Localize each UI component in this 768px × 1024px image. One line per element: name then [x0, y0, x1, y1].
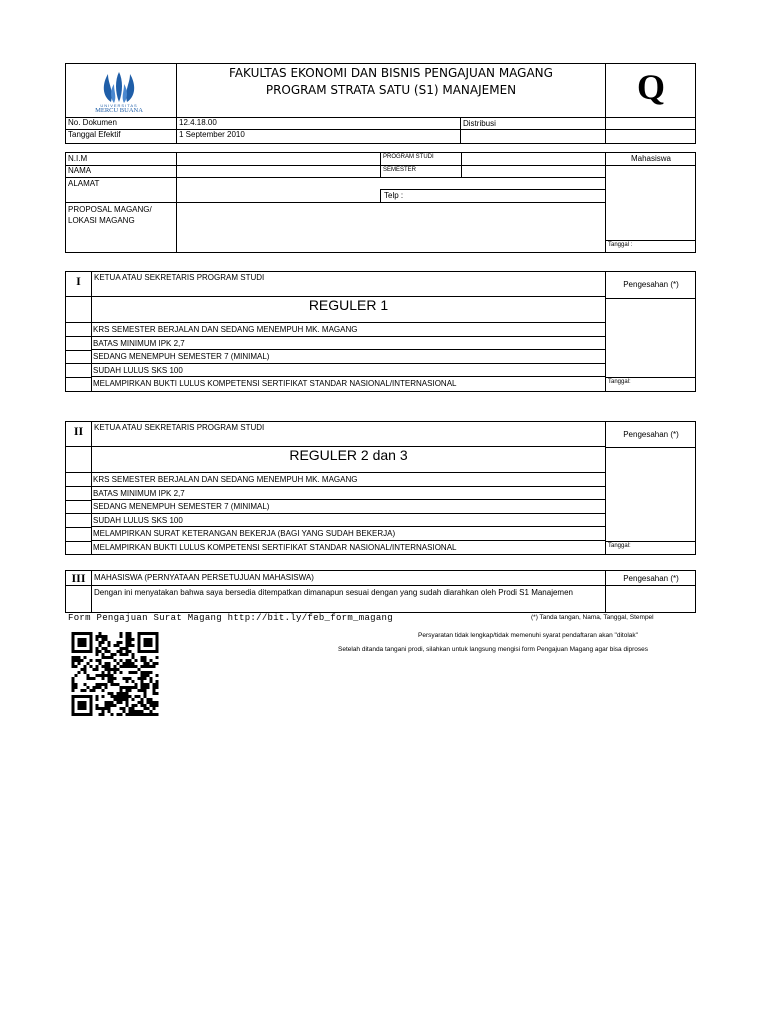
student-divider: [65, 177, 606, 178]
header-title: [177, 65, 605, 99]
section3-roman: III: [71, 571, 86, 585]
tanggal-label: Tanggal :: [608, 242, 633, 248]
note-process: Setelah ditanda tangani prodi, silahkan untuk langsung mengisi form Pengajuan Magang agar bisa diproses: [338, 646, 649, 653]
footnote: (*) Tanda tangan, Nama, Tanggal, Stempel: [531, 614, 654, 621]
section2-divider: [605, 447, 696, 448]
nama-label: NAMA: [68, 166, 92, 175]
section3-heading: MAHASISWA (PERNYATAAN PERSETUJUAN MAHASISWA): [94, 573, 314, 582]
logo-text-top: UNIVERSITAS: [100, 103, 138, 108]
section1-item: SEDANG MENEMPUH SEMESTER 7 (MINIMAL): [91, 350, 605, 364]
section2-item: MELAMPIRKAN SURAT KETERANGAN BEKERJA (BAGI YANG SUDAH BEKERJA): [91, 527, 605, 541]
university-logo: [84, 70, 154, 114]
student-divider: [65, 202, 606, 203]
header-title-line1: FAKULTAS EKONOMI DAN BISNIS PENGAJUAN MAGANG: [229, 66, 553, 80]
section1-divider: [605, 298, 696, 299]
section1-item-line: [65, 336, 91, 337]
qr-code-icon: [71, 632, 159, 716]
section1-item: BATAS MINIMUM IPK 2,7: [91, 337, 605, 351]
section2-item: BATAS MINIMUM IPK 2,7: [91, 487, 605, 501]
student-divider: [65, 165, 606, 166]
header-divider: [65, 129, 696, 130]
mahasiswa-label: Mahasiswa: [630, 154, 671, 163]
section3-divider: [91, 570, 92, 613]
student-divider: [380, 189, 606, 190]
proposal-label-2: LOKASI MAGANG: [68, 216, 135, 225]
logo-flame-icon: [84, 70, 154, 104]
section3-statement: Dengan ini menyatakan bahwa saya bersedia ditempatkan dimanapun sesuai dengan yang sudah diarahkan oleh Prodi S1 Manajemen: [94, 588, 573, 597]
section2-item-line: [65, 486, 91, 487]
header-divider: [460, 117, 461, 144]
student-divider: [380, 189, 381, 202]
form-link[interactable]: Form Pengajuan Surat Magang http://bit.ly/feb_form_magang: [68, 613, 393, 623]
tanggal-efektif-value: 1 September 2010: [179, 130, 245, 139]
section2-title: REGULER 2 dan 3: [289, 447, 408, 463]
section2-item: MELAMPIRKAN BUKTI LULUS KOMPETENSI SERTIFIKAT STANDAR NASIONAL/INTERNASIONAL: [93, 543, 457, 552]
section2-heading: KETUA ATAU SEKRETARIS PROGRAM STUDI: [94, 423, 265, 432]
section2-item-line: [65, 541, 91, 542]
section2-item-line: [65, 500, 91, 501]
section2-item: KRS SEMESTER BERJALAN DAN SEDANG MENEMPUH MK. MAGANG: [91, 473, 605, 487]
section2-roman: II: [73, 424, 84, 438]
distribusi-label: Distribusi: [463, 119, 496, 128]
header-divider: [65, 117, 696, 118]
section2-item: SUDAH LULUS SKS 100: [91, 514, 605, 528]
section2-item-line: [65, 513, 91, 514]
program-studi-label: PROGRAM STUDI: [383, 154, 434, 160]
section2-item-line: [65, 527, 91, 528]
telp-label: Telp :: [384, 191, 404, 200]
section2-item: SEDANG MENEMPUH SEMESTER 7 (MINIMAL): [91, 500, 605, 514]
section3-divider: [65, 585, 696, 586]
section2-pengesahan: Pengesahan (*): [623, 430, 679, 439]
section2-divider: [605, 421, 606, 555]
doc-no-value: 12.4.18.00: [179, 118, 217, 127]
alamat-label: ALAMAT: [68, 179, 100, 188]
semester-label: SEMESTER: [383, 167, 417, 173]
nim-label: N.I.M: [68, 154, 88, 163]
section1-item: KRS SEMESTER BERJALAN DAN SEDANG MENEMPUH MK. MAGANG: [91, 323, 605, 337]
doc-no-label: No. Dokumen: [68, 118, 117, 127]
section3-pengesahan: Pengesahan (*): [623, 574, 679, 583]
student-divider: [605, 240, 696, 241]
tanggal-efektif-label: Tanggal Efektif: [68, 130, 121, 139]
section1-item-line: [65, 377, 91, 378]
section1-heading: KETUA ATAU SEKRETARIS PROGRAM STUDI: [94, 273, 265, 282]
section2-tanggal: Tanggal:: [608, 543, 631, 549]
section1-divider: [605, 377, 696, 378]
section1-item: MELAMPIRKAN BUKTI LULUS KOMPETENSI SERTIFIKAT STANDAR NASIONAL/INTERNASIONAL: [93, 379, 457, 389]
section2-divider: [605, 541, 696, 542]
qr-code[interactable]: [71, 632, 159, 716]
proposal-label-1: PROPOSAL MAGANG/: [68, 205, 152, 214]
note-rejected: Persyaratan tidak lengkap/tidak memenuhi syarat pendaftaran akan "ditolak": [418, 632, 638, 639]
section1-item-line: [65, 363, 91, 364]
q-mark: Q: [636, 67, 665, 107]
section1-item-line: [65, 350, 91, 351]
logo-text-main: MERCU BUANA: [95, 107, 143, 114]
student-divider: [605, 165, 696, 166]
section1-roman: I: [76, 274, 81, 288]
section1-item: SUDAH LULUS SKS 100: [91, 364, 605, 378]
section1-title: REGULER 1: [308, 297, 389, 313]
section1-divider: [605, 271, 606, 392]
header-title-line2: PROGRAM STRATA SATU (S1) MANAJEMEN: [265, 83, 517, 97]
section1-tanggal: Tanggal:: [608, 379, 631, 385]
section1-pengesahan: Pengesahan (*): [623, 280, 679, 289]
